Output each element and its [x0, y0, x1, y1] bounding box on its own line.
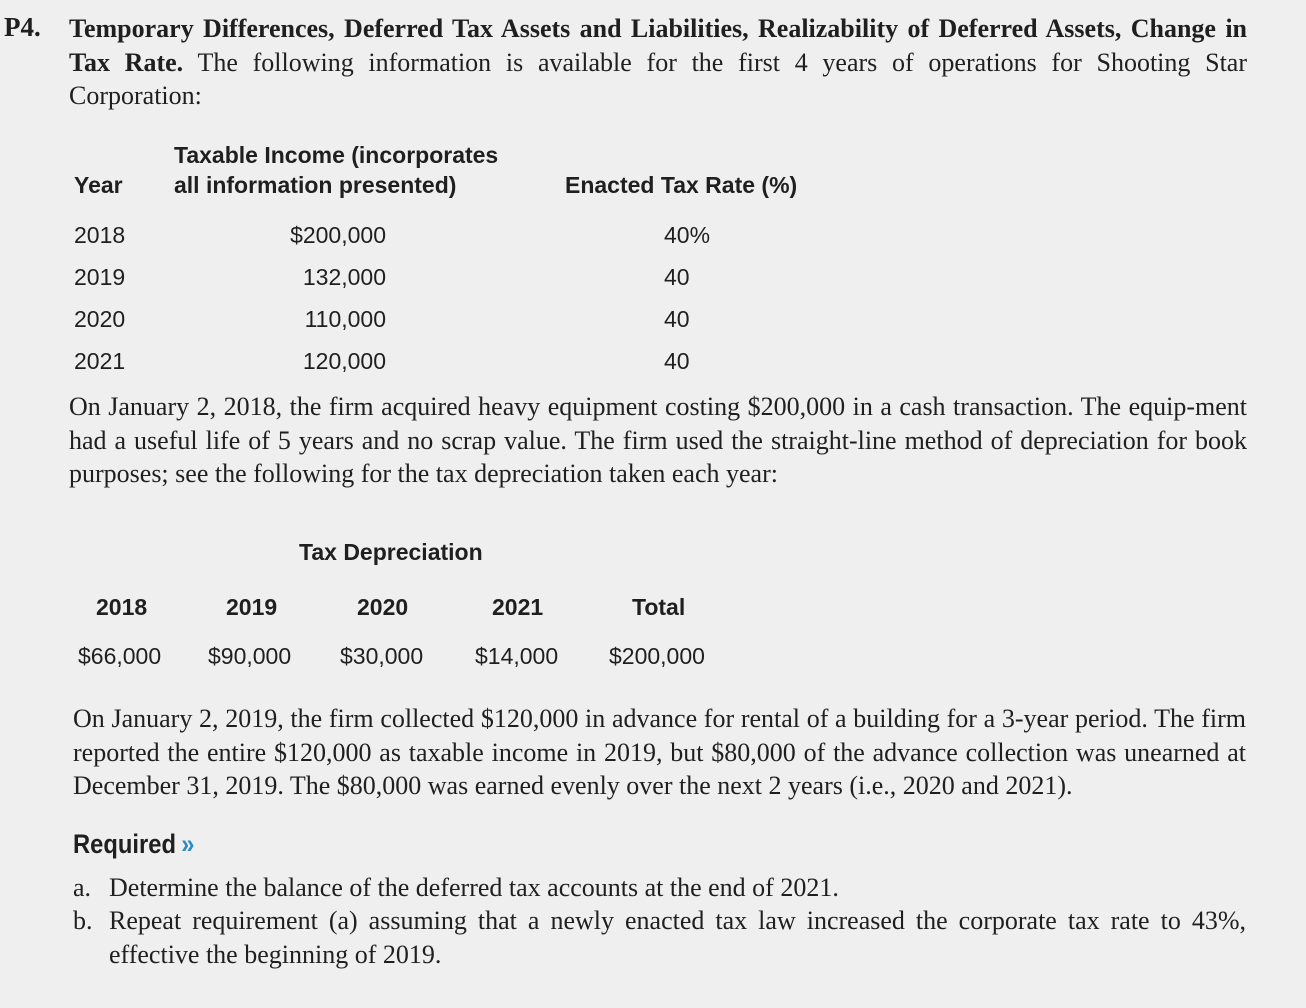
depreciation-header: 2021: [492, 594, 544, 620]
depreciation-header: 2018: [96, 594, 148, 620]
income-row-rate: 40: [664, 264, 690, 290]
depreciation-title: Tax Depreciation: [299, 539, 483, 565]
income-header-taxable-line1: Taxable Income (incorporates: [174, 142, 499, 168]
depreciation-value: $30,000: [340, 643, 424, 669]
depreciation-header: 2019: [226, 594, 278, 620]
required-item-text: Repeat requirement (a) assuming that a newly enacted tax law increased the corporate tax rate to 43%, effective the beginning of 2019.: [109, 906, 1246, 969]
income-header-year: Year: [74, 172, 123, 198]
problem-number: P4.: [4, 12, 41, 42]
required-heading: [73, 829, 194, 860]
income-row-year: 2019: [74, 264, 126, 290]
required-item-letter: b.: [73, 906, 93, 935]
depreciation-value: $200,000: [609, 643, 705, 669]
depreciation-value: $66,000: [78, 643, 162, 669]
problem-intro: [69, 12, 1247, 113]
income-row-year: 2021: [74, 348, 126, 374]
income-row-income: 120,000: [302, 348, 386, 374]
depreciation-header: Total: [632, 594, 686, 620]
income-row-rate: 40: [664, 306, 690, 332]
income-row-year: 2020: [74, 306, 126, 332]
rental-paragraph: On January 2, 2019, the firm collected $120,000 in advance for rental of a building for a 3-year period. The firm reported the entire $120,000 as taxable income in 2019, but $80,000 of the advance collection was unearned at December 31, 2019. The $80,000 was earned evenly over the next 2 years (i.e., 2020 and 2021).: [73, 704, 1246, 800]
income-header-taxable-line2: all information presented): [174, 172, 457, 198]
problem-intro-text: The following information is available for the first 4 years of operations for Shooting Star Corporation:: [69, 47, 1248, 110]
chevron-right-icon: »: [181, 829, 195, 859]
depreciation-value: $90,000: [208, 643, 292, 669]
required-label: Required: [73, 829, 176, 859]
income-row-income: 110,000: [304, 306, 386, 332]
income-row-rate: 40: [664, 348, 690, 374]
income-row-year: 2018: [74, 222, 126, 248]
income-row-income: $200,000: [290, 222, 386, 248]
equipment-paragraph: On January 2, 2018, the firm acquired heavy equipment costing $200,000 in a cash transaction. The equip-ment had a useful life of 5 years and no scrap value. The firm used the straight-line method of depreciation for book purposes; see the following for the tax depreciation taken each year:: [69, 392, 1247, 488]
income-row-rate: 40%: [664, 222, 711, 248]
income-row-income: 132,000: [302, 264, 386, 290]
income-header-tax-rate: Enacted Tax Rate (%): [565, 172, 798, 198]
required-item-text: Determine the balance of the deferred tax accounts at the end of 2021.: [109, 873, 839, 902]
required-item-letter: a.: [73, 873, 92, 902]
depreciation-value: $14,000: [475, 643, 559, 669]
depreciation-header: 2020: [357, 594, 409, 620]
problem-title: Temporary Differences, Deferred Tax Assets and Liabilities, Realizability of Deferred Assets, Change in Tax Rate.: [69, 14, 1247, 77]
